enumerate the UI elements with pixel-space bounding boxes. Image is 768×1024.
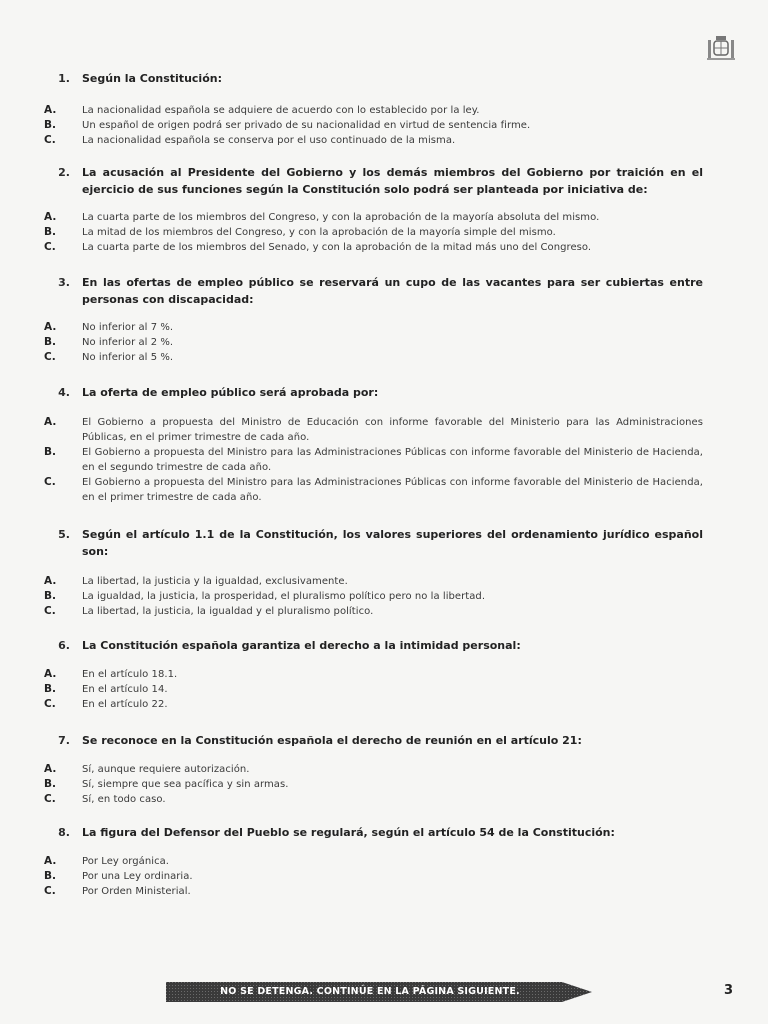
option-letter: B.	[44, 226, 56, 238]
option-text: Por Ley orgánica.	[82, 856, 170, 867]
option-letter: B.	[44, 446, 56, 458]
continue-banner	[166, 982, 592, 1002]
question-text: La Constitución española garantiza el derecho a la intimidad personal:	[82, 639, 521, 652]
option-c[interactable]	[38, 475, 703, 505]
option-a[interactable]	[38, 320, 703, 335]
option-letter: C.	[44, 134, 56, 146]
question-number: 8.	[58, 826, 70, 839]
option-letter: A.	[44, 211, 57, 223]
question-number: 5.	[58, 528, 70, 541]
option-letter: C.	[44, 476, 56, 488]
option-text: No inferior al 5 %.	[82, 352, 174, 363]
option-a[interactable]	[38, 103, 703, 118]
option-c[interactable]	[38, 697, 703, 712]
option-text: El Gobierno a propuesta del Ministro para las Administraciones Públicas con informe favorable del Ministerio de Hacienda, en el segundo trimestre de cada año.	[82, 447, 703, 473]
option-letter: A.	[44, 668, 57, 680]
question-text: La figura del Defensor del Pueblo se regulará, según el artículo 54 de la Constitución:	[82, 826, 615, 839]
option-text: Un español de origen podrá ser privado de su nacionalidad en virtud de sentencia firme.	[82, 120, 531, 131]
option-b[interactable]	[38, 682, 703, 697]
option-letter: A.	[44, 855, 57, 867]
option-text: La nacionalidad española se conserva por el uso continuado de la misma.	[82, 135, 456, 146]
option-a[interactable]	[38, 667, 703, 682]
option-text: Sí, en todo caso.	[82, 794, 166, 805]
option-c[interactable]	[38, 133, 703, 148]
option-letter: A.	[44, 104, 57, 116]
question-text: Según la Constitución:	[82, 72, 222, 85]
option-letter: C.	[44, 885, 56, 897]
option-letter: C.	[44, 605, 56, 617]
option-letter: C.	[44, 793, 56, 805]
banner-text: NO SE DETENGA. CONTINÚE EN LA PÁGINA SIGUIENTE.	[220, 986, 520, 997]
option-text: En el artículo 14.	[82, 684, 168, 695]
option-letter: C.	[44, 698, 56, 710]
question-7	[38, 732, 703, 807]
option-letter: B.	[44, 336, 56, 348]
option-a[interactable]	[38, 854, 703, 869]
option-text: La cuarta parte de los miembros del Senado, y con la aprobación de la mitad más uno del Congreso.	[82, 242, 592, 253]
option-letter: B.	[44, 119, 56, 131]
question-number: 1.	[58, 72, 70, 85]
option-text: En el artículo 22.	[82, 699, 168, 710]
coat-of-arms-icon	[706, 34, 736, 62]
option-text: El Gobierno a propuesta del Ministro de Educación con informe favorable del Ministerio para las Administraciones Públicas, en el primer trimestre de cada año.	[82, 417, 703, 443]
question-5	[38, 526, 703, 619]
question-number: 3.	[58, 276, 70, 289]
option-text: Por Orden Ministerial.	[82, 886, 191, 897]
option-text: La cuarta parte de los miembros del Congreso, y con la aprobación de la mayoría absoluta del mismo.	[82, 212, 600, 223]
option-b[interactable]	[38, 445, 703, 475]
option-text: Sí, aunque requiere autorización.	[82, 764, 250, 775]
question-text: Se reconoce en la Constitución española el derecho de reunión en el artículo 21:	[82, 734, 582, 747]
option-letter: A.	[44, 416, 57, 428]
question-4	[38, 384, 703, 505]
option-b[interactable]	[38, 335, 703, 350]
option-b[interactable]	[38, 777, 703, 792]
option-c[interactable]	[38, 350, 703, 365]
option-c[interactable]	[38, 884, 703, 899]
option-text: Por una Ley ordinaria.	[82, 871, 193, 882]
question-2	[38, 164, 703, 255]
option-a[interactable]	[38, 762, 703, 777]
option-letter: B.	[44, 870, 56, 882]
question-number: 6.	[58, 639, 70, 652]
option-letter: A.	[44, 575, 57, 587]
option-text: La libertad, la justicia, la igualdad y el pluralismo político.	[82, 606, 374, 617]
option-a[interactable]	[38, 574, 703, 589]
question-text: La acusación al Presidente del Gobierno y los demás miembros del Gobierno por traición en el ejercicio de sus funciones según la Constitución solo podrá ser planteada por iniciativa de:	[82, 166, 703, 196]
option-text: No inferior al 7 %.	[82, 322, 174, 333]
question-number: 4.	[58, 386, 70, 399]
option-text: En el artículo 18.1.	[82, 669, 178, 680]
option-letter: C.	[44, 351, 56, 363]
question-number: 2.	[58, 166, 70, 179]
option-text: Sí, siempre que sea pacífica y sin armas.	[82, 779, 289, 790]
option-text: La mitad de los miembros del Congreso, y con la aprobación de la mayoría simple del mismo.	[82, 227, 556, 238]
option-text: La libertad, la justicia y la igualdad, exclusivamente.	[82, 576, 348, 587]
option-text: La igualdad, la justicia, la prosperidad, el pluralismo político pero no la libertad.	[82, 591, 486, 602]
option-a[interactable]	[38, 210, 703, 225]
option-letter: A.	[44, 321, 57, 333]
option-b[interactable]	[38, 869, 703, 884]
option-text: La nacionalidad española se adquiere de acuerdo con lo establecido por la ley.	[82, 105, 480, 116]
option-letter: B.	[44, 778, 56, 790]
option-b[interactable]	[38, 589, 703, 604]
option-text: El Gobierno a propuesta del Ministro para las Administraciones Públicas con informe favorable del Ministerio de Hacienda, en el primer trimestre de cada año.	[82, 477, 703, 503]
option-c[interactable]	[38, 792, 703, 807]
option-a[interactable]	[38, 415, 703, 445]
option-c[interactable]	[38, 604, 703, 619]
question-text: En las ofertas de empleo público se reservará un cupo de las vacantes para ser cubiertas entre personas con discapacidad:	[82, 276, 703, 306]
option-b[interactable]	[38, 225, 703, 240]
option-text: No inferior al 2 %.	[82, 337, 174, 348]
question-3	[38, 274, 703, 365]
option-b[interactable]	[38, 118, 703, 133]
question-8	[38, 824, 703, 899]
option-letter: C.	[44, 241, 56, 253]
question-6	[38, 637, 703, 712]
question-1	[38, 70, 703, 148]
option-c[interactable]	[38, 240, 703, 255]
option-letter: B.	[44, 683, 56, 695]
question-text: La oferta de empleo público será aprobada por:	[82, 386, 379, 399]
option-letter: B.	[44, 590, 56, 602]
question-number: 7.	[58, 734, 70, 747]
page-number: 3	[724, 983, 734, 998]
option-letter: A.	[44, 763, 57, 775]
question-text: Según el artículo 1.1 de la Constitución, los valores superiores del ordenamiento jurídico español son:	[82, 528, 703, 558]
